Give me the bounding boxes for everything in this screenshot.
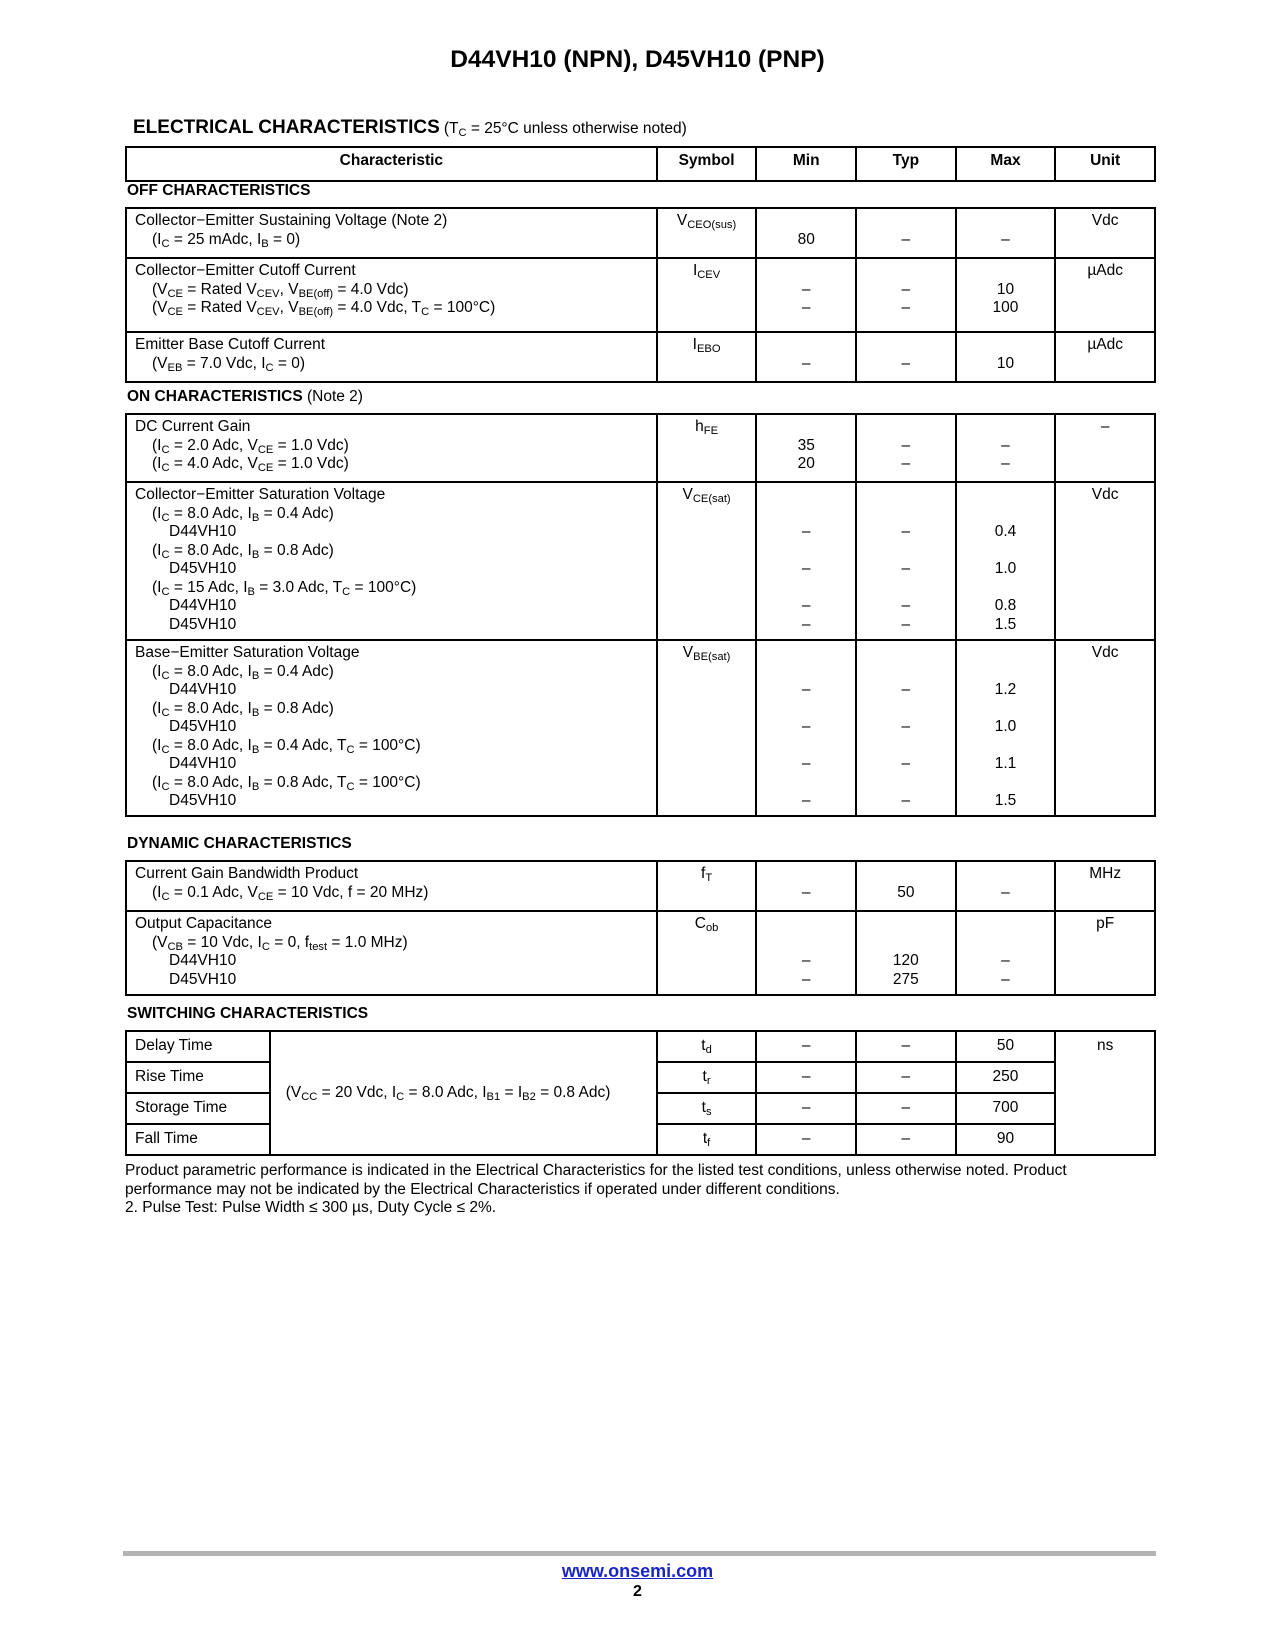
group-heading-switching: SWITCHING CHARACTERISTICS — [127, 1005, 369, 1022]
symbol-cell: $I_{CEV}$ — [657, 258, 757, 332]
min-cell: – — [756, 1124, 856, 1155]
typ-cell: 50 — [856, 861, 956, 911]
section-heading-text: ELECTRICAL CHARACTERISTICS — [133, 117, 440, 138]
table-row — [126, 861, 1155, 911]
symbol-cell: $V_{CE(sat)}$ — [657, 482, 757, 640]
max-cell: – – — [956, 911, 1056, 995]
device-label: D45VH10 — [169, 560, 237, 577]
symbol-cell: $t_f$ — [657, 1124, 757, 1155]
footer-divider — [123, 1551, 1156, 1556]
max-cell: 10 — [956, 332, 1056, 382]
max-cell: 250 — [956, 1062, 1056, 1093]
typ-cell: 120 275 — [856, 911, 956, 995]
footnotes — [125, 1162, 1156, 1218]
note-2: 2. Pulse Test: Pulse Width ≤ 300 µs, Duty Cycle ≤ 2%. — [125, 1199, 497, 1216]
max-cell: 0.4 1.0 0.8 1.5 — [956, 482, 1056, 640]
max-cell: – — [956, 208, 1056, 258]
test-condition: ($I_C = 8.0$ Adc, $I_B = 0.8$ Adc, $T_C = 100^\circ C$) — [152, 773, 421, 793]
page-number: 2 — [633, 1583, 642, 1600]
table-row — [126, 208, 1155, 258]
typ-cell: – – — [856, 258, 956, 332]
param-name: DC Current Gain — [135, 418, 251, 435]
min-cell: – – — [756, 911, 856, 995]
symbol-cell: $h_{FE}$ — [657, 414, 757, 482]
max-cell: – — [956, 861, 1056, 911]
min-cell: – — [756, 1093, 856, 1124]
param-name: Current Gain Bandwidth Product — [135, 865, 359, 882]
unit-cell: ns — [1055, 1031, 1155, 1155]
symbol-cell: $V_{BE(sat)}$ — [657, 640, 757, 816]
unit-cell: Vdc — [1055, 640, 1155, 816]
table-row — [126, 640, 1155, 816]
param-name: Emitter Base Cutoff Current — [135, 336, 326, 353]
unit-cell: MHz — [1055, 861, 1155, 911]
characteristic-cell — [126, 482, 657, 640]
test-condition: ($V_{EB} = 7.0$ Vdc, $I_C = 0$) — [152, 354, 306, 374]
min-cell: – — [756, 1031, 856, 1062]
param-name: Storage Time — [126, 1093, 270, 1124]
param-name: Output Capacitance — [135, 915, 273, 932]
min-cell: – – – – — [756, 482, 856, 640]
test-condition: ($V_{CB} = 10$ Vdc, $I_C = 0$, $f_{test} = 1.0$ MHz) — [152, 933, 408, 953]
max-cell: 1.2 1.0 1.1 1.5 — [956, 640, 1056, 816]
test-condition: ($V_{CE}$ = Rated $V_{CEV}$, $V_{BE(off)} = 4.0$ Vdc) — [152, 280, 409, 300]
device-label: D44VH10 — [169, 597, 237, 614]
test-condition: ($I_C = 8.0$ Adc, $I_B = 0.4$ Adc, $T_C = 100^\circ C$) — [152, 736, 421, 756]
test-condition: ($I_C = 0.1$ Adc, $V_{CE} = 10$ Vdc, f = 20 MHz) — [152, 883, 429, 903]
characteristic-cell — [126, 640, 657, 816]
symbol-cell: $t_d$ — [657, 1031, 757, 1062]
test-condition: ($I_C = 2.0$ Adc, $V_{CE} = 1.0$ Vdc) — [152, 436, 349, 456]
test-condition: ($I_C = 8.0$ Adc, $I_B = 0.8$ Adc) — [152, 541, 334, 561]
unit-cell: µAdc — [1055, 258, 1155, 332]
characteristic-cell — [126, 258, 657, 332]
param-name: Delay Time — [126, 1031, 270, 1062]
device-label: D45VH10 — [169, 718, 237, 735]
device-label: D44VH10 — [169, 952, 237, 969]
typ-cell: – — [856, 1031, 956, 1062]
max-cell: – – — [956, 414, 1056, 482]
group-heading-dynamic: DYNAMIC CHARACTERISTICS — [127, 835, 352, 852]
test-condition: ($V_{CE}$ = Rated $V_{CEV}$, $V_{BE(off)} = 4.0$ Vdc, $T_C = 100^\circ C$) — [152, 299, 496, 319]
device-label: D44VH10 — [169, 755, 237, 772]
table-switching-characteristics — [125, 1030, 1156, 1156]
characteristic-cell — [126, 414, 657, 482]
typ-cell: – – – – — [856, 640, 956, 816]
min-cell: – — [756, 861, 856, 911]
table-row — [126, 332, 1155, 382]
characteristic-cell — [126, 861, 657, 911]
characteristic-cell — [126, 332, 657, 382]
param-name: Rise Time — [126, 1062, 270, 1093]
unit-cell: – — [1055, 414, 1155, 482]
group-heading-off: OFF CHARACTERISTICS — [127, 182, 311, 199]
test-condition: ($I_C = 8.0$ Adc, $I_B = 0.4$ Adc) — [152, 504, 334, 524]
header-max: Max — [956, 147, 1056, 181]
device-label: D44VH10 — [169, 681, 237, 698]
header-symbol: Symbol — [657, 147, 757, 181]
typ-cell: – — [856, 1124, 956, 1155]
symbol-cell: $t_s$ — [657, 1093, 757, 1124]
table-header — [125, 146, 1156, 182]
header-typ: Typ — [856, 147, 956, 181]
max-cell: 10 100 — [956, 258, 1056, 332]
table-row — [126, 482, 1155, 640]
website-link[interactable]: www.onsemi.com — [561, 1561, 714, 1581]
page-title: D44VH10 (NPN), D45VH10 (PNP) — [450, 46, 825, 73]
unit-cell: Vdc — [1055, 208, 1155, 258]
header-unit: Unit — [1055, 147, 1155, 181]
max-cell: 50 — [956, 1031, 1056, 1062]
typ-cell: – — [856, 1062, 956, 1093]
param-name: Base−Emitter Saturation Voltage — [135, 644, 360, 661]
table-row — [126, 258, 1155, 332]
test-condition: ($I_C = 8.0$ Adc, $I_B = 0.8$ Adc) — [152, 699, 334, 719]
unit-cell: pF — [1055, 911, 1155, 995]
max-cell: 90 — [956, 1124, 1056, 1155]
table-dynamic-characteristics — [125, 860, 1156, 996]
footer-link-container — [0, 1561, 1275, 1582]
typ-cell: – — [856, 208, 956, 258]
unit-cell: Vdc — [1055, 482, 1155, 640]
symbol-cell: $V_{CEO(sus)}$ — [657, 208, 757, 258]
typ-cell: – — [856, 332, 956, 382]
table-row — [126, 911, 1155, 995]
test-condition: ($I_C = 8.0$ Adc, $I_B = 0.4$ Adc) — [152, 662, 334, 682]
param-name: Collector−Emitter Cutoff Current — [135, 262, 356, 279]
device-label: D45VH10 — [169, 615, 237, 633]
table-row — [126, 414, 1155, 482]
test-condition: ($I_C = 15$ Adc, $I_B = 3.0$ Adc, $T_C = 100^\circ C$) — [152, 578, 417, 598]
disclaimer-text: Product parametric performance is indicated in the Electrical Characteristics for the listed test conditions, unless otherwise noted. Product performance may not be indicated by the Electrical Characteristics if operated under different conditions. — [125, 1162, 1067, 1198]
header-characteristic: Characteristic — [126, 147, 657, 181]
symbol-cell: $f_T$ — [657, 861, 757, 911]
param-name: Fall Time — [126, 1124, 270, 1155]
unit-cell: µAdc — [1055, 332, 1155, 382]
param-name: Collector−Emitter Sustaining Voltage (Note 2) — [135, 212, 448, 229]
min-cell: – – — [756, 258, 856, 332]
symbol-cell: $I_{EBO}$ — [657, 332, 757, 382]
min-cell: – — [756, 332, 856, 382]
characteristic-cell — [126, 208, 657, 258]
min-cell: – — [756, 1062, 856, 1093]
characteristic-cell — [126, 911, 657, 995]
min-cell: 80 — [756, 208, 856, 258]
table-on-characteristics — [125, 413, 1156, 817]
group-heading-on: ON CHARACTERISTICS (Note 2) — [127, 388, 363, 405]
symbol-cell: $C_{ob}$ — [657, 911, 757, 995]
typ-cell: – – — [856, 414, 956, 482]
test-condition: ($I_C = 25$ mAdc, $I_B = 0$) — [152, 230, 301, 250]
table-off-characteristics — [125, 207, 1156, 383]
table-row — [126, 1031, 1155, 1062]
param-name: Collector−Emitter Saturation Voltage — [135, 486, 386, 503]
max-cell: 700 — [956, 1093, 1056, 1124]
typ-cell: – – – – — [856, 482, 956, 640]
header-min: Min — [756, 147, 856, 181]
device-label: D45VH10 — [169, 970, 237, 988]
section-condition: ($T_C = 25^\circ C$ unless otherwise noted) — [443, 120, 687, 140]
min-cell: 35 20 — [756, 414, 856, 482]
typ-cell: – — [856, 1093, 956, 1124]
device-label: D44VH10 — [169, 523, 237, 540]
test-condition: ($I_C = 4.0$ Adc, $V_{CE} = 1.0$ Vdc) — [152, 455, 349, 475]
test-condition: ($V_{CC} = 20$ Vdc, $I_C = 8.0$ Adc, $I_{B1} = I_{B2} = 0.8$ Adc) — [270, 1031, 657, 1155]
symbol-cell: $t_r$ — [657, 1062, 757, 1093]
device-label: D45VH10 — [169, 792, 237, 809]
section-heading — [133, 117, 687, 139]
min-cell: – – – – — [756, 640, 856, 816]
